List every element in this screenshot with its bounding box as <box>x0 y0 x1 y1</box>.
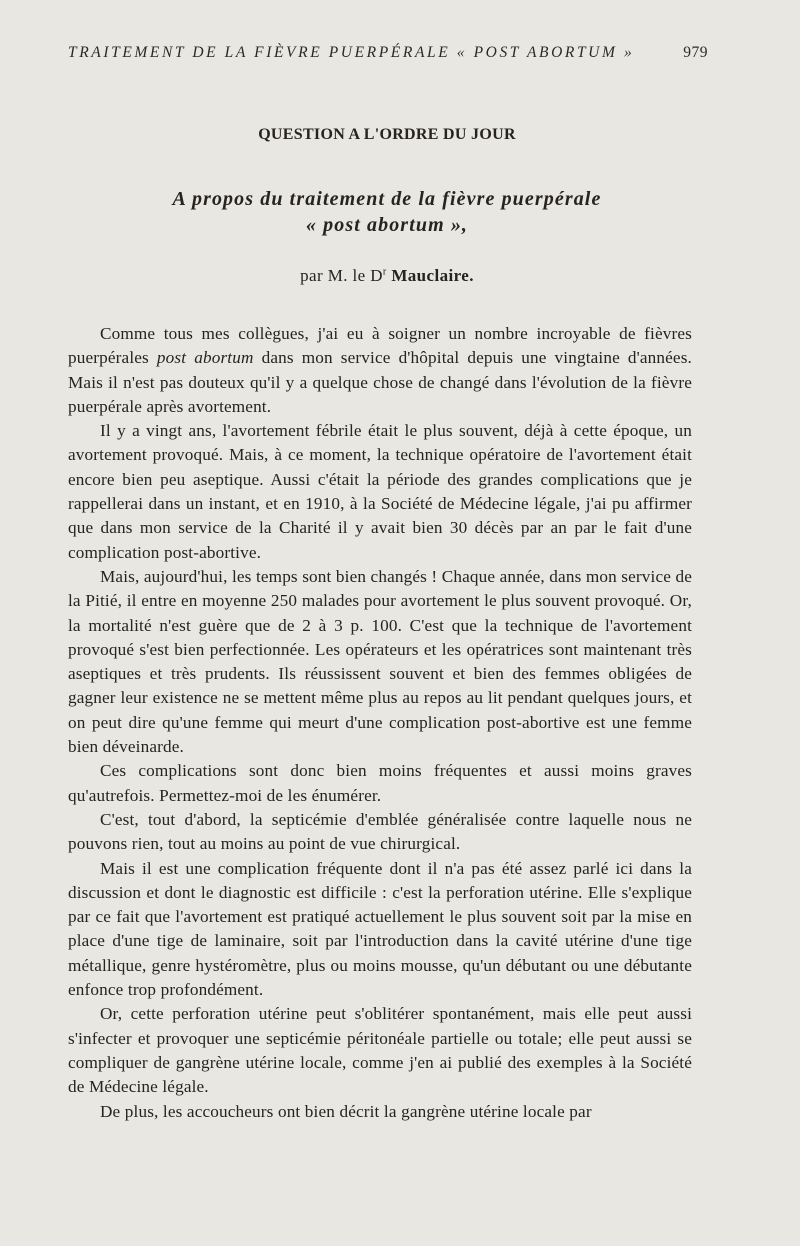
paragraph-2: Il y a vingt ans, l'avortement fébrile était le plus souvent, déjà à cette époque, un avortement provoqué. Mais, à ce moment, la technique opératoire de l'avortement était encore bien peu aseptique. Aussi c'était la période des grandes complications que je rappellerai dans un instant, et en 1910, à la Société de Médecine légale, j'ai pu affirmer que dans mon service de la Charité il y avait bien 30 décès par an par le fait d'une complication post-abortive. <box>68 421 692 562</box>
running-header <box>68 44 708 62</box>
paragraph-5: C'est, tout d'abord, la septicémie d'emblée généralisée contre laquelle nous ne pouvons rien, tout au moins au point de vue chirurgical. <box>68 809 692 854</box>
byline <box>0 266 774 286</box>
running-title: TRAITEMENT DE LA FIÈVRE PUERPÉRALE « POST ABORTUM » <box>68 44 635 61</box>
paragraph-8: De plus, les accoucheurs ont bien décrit la gangrène utérine locale par <box>100 1101 592 1121</box>
title-line-2: « post abortum », <box>305 214 469 236</box>
section-label: QUESTION A L'ORDRE DU JOUR <box>258 126 516 143</box>
paragraph-1-end: dans mon service d'hôpital depuis une vingtaine d'années. Mais il n'est pas douteux qu'il y a quelque chose de changé dans l'évolution de la fièvre puerpérale après avortement. <box>68 348 692 416</box>
article-title <box>0 186 774 238</box>
paragraph-1-italic: post abortum <box>156 348 254 368</box>
byline-prefix: par M. le D <box>300 266 383 285</box>
paragraph-4: Ces complications sont donc bien moins fréquentes et aussi moins graves qu'autrefois. Permettez-moi de les énumérer. <box>68 761 692 805</box>
paragraph-1 <box>68 322 692 419</box>
byline-sup: r <box>382 266 387 278</box>
paragraph-7: Or, cette perforation utérine peut s'oblitérer spontanément, mais elle peut aussi s'infecter et provoquer une septicémie péritonéale partielle ou totale; elle peut aussi se compliquer de gangrène utérine locale, comme j'en ai publié des exemples à la Société de Médecine légale. <box>68 1004 692 1097</box>
paragraph-3: Mais, aujourd'hui, les temps sont bien changés ! Chaque année, dans mon service de la Pitié, il entre en moyenne 250 malades pour avortement le plus souvent provoqué. Or, la mortalité n'est guère que de 2 à 3 p. 100. C'est que la technique de l'avortement provoqué s'est bien perfectionnée. Les opérateurs et les opératrices sont maintenant très aseptiques et très prudents. Ils réussissent souvent et bien des femmes obligées de gagner leur existence ne se mettent même plus au repos au lit pendant quelques jours, et on peut dire qu'une femme qui meurt d'une complication post-abortive est une femme bien déveinarde. <box>68 566 692 757</box>
author-name: Mauclaire. <box>391 266 474 285</box>
article-body <box>68 322 692 1124</box>
paragraph-6: Mais il est une complication fréquente dont il n'a pas été assez parlé ici dans la discussion et dont le diagnostic est difficile : c'est la perforation utérine. Elle s'explique par ce fait que l'avortement est pratiqué actuellement le plus souvent soit par la mise en place d'une tige de laminaire, soit par l'introduction dans la cavité utérine d'une tige métallique, genre hystéromètre, plus ou moins mousse, qu'un débutant ou une débutante enfonce trop profondément. <box>68 858 692 1000</box>
paragraph-1-start: Comme tous mes collègues, j'ai eu à soigner un nombre incroyable de fièvres puerpérales <box>68 324 692 368</box>
title-line-1: A propos du traitement de la fièvre puerpérale <box>172 188 602 210</box>
page-number: 979 <box>683 44 708 61</box>
